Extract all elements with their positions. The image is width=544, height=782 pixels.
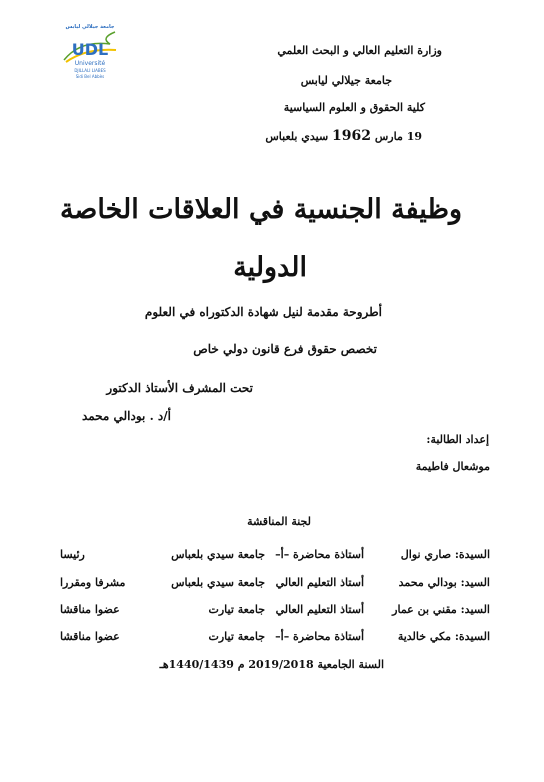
member-university: جامعة تيارت <box>208 630 265 643</box>
faculty-name: كلية الحقوق و العلوم السياسية <box>283 101 425 114</box>
member-name: السيد: مقني بن عمار <box>392 603 490 616</box>
committee-member <box>60 576 490 596</box>
member-university: جامعة تيارت <box>208 603 265 616</box>
supervisor-label: تحت المشرف الأستاذ الدكتور <box>106 381 253 395</box>
committee-member <box>60 630 490 650</box>
thesis-specialty: تخصص حقوق فرع قانون دولي خاص <box>193 342 377 356</box>
svg-text:Université: Université <box>74 60 106 67</box>
member-role: رئيسا <box>60 548 85 561</box>
member-rank: أستاذة محاضرة –أ– <box>275 548 364 561</box>
member-rank: أستاذة محاضرة –أ– <box>275 630 364 643</box>
supervisor-name: أ/د . بودالي محمد <box>81 409 171 423</box>
academic-year: السنة الجامعية 2019/2018 م 1440/1439هـ <box>159 658 384 671</box>
thesis-subtitle: أطروحة مقدمة لنيل شهادة الدكتوراه في العلوم <box>144 305 382 319</box>
logo-graphic <box>60 20 120 82</box>
member-name: السيدة: صاري نوال <box>400 548 490 561</box>
svg-text:جامعة جيلالي ليابس: جامعة جيلالي ليابس <box>65 24 115 30</box>
university-name: جامعة جيلالي ليابس <box>300 74 392 87</box>
svg-text:DJILLALI LIABES: DJILLALI LIABES <box>74 68 106 73</box>
member-university: جامعة سيدي بلعباس <box>171 576 265 589</box>
ministry-name: وزارة التعليم العالي و البحث العلمي <box>277 44 442 57</box>
member-role: عضوا مناقشا <box>60 603 120 616</box>
city-year: 1962 <box>332 128 372 144</box>
member-name: السيدة: مكي خالدية <box>397 630 490 643</box>
thesis-title-line1: وظيفة الجنسية في العلاقات الخاصة <box>59 194 462 225</box>
member-role: عضوا مناقشا <box>60 630 120 643</box>
committee-member <box>60 603 490 623</box>
university-logo <box>60 20 120 82</box>
member-name: السيد: بودالي محمد <box>398 576 490 589</box>
student-name: موشعال فاطيمة <box>415 460 490 473</box>
prepared-by-label: إعداد الطالبة: <box>426 433 489 446</box>
city-suffix: سيدي بلعباس <box>265 130 329 143</box>
committee-member <box>60 548 490 568</box>
member-role: مشرفا ومقررا <box>60 576 126 589</box>
member-rank: أستاذ التعليم العالي <box>275 576 364 589</box>
svg-text:UDL: UDL <box>71 40 109 59</box>
member-rank: أستاذ التعليم العالي <box>275 603 364 616</box>
svg-text:Sidi Bel Abbès: Sidi Bel Abbès <box>75 74 105 79</box>
member-university: جامعة سيدي بلعباس <box>171 548 265 561</box>
thesis-title-line2: الدولية <box>233 252 307 283</box>
city-line <box>265 128 422 144</box>
city-prefix: 19 مارس <box>374 130 422 143</box>
committee-title: لجنة المناقشة <box>247 515 311 528</box>
